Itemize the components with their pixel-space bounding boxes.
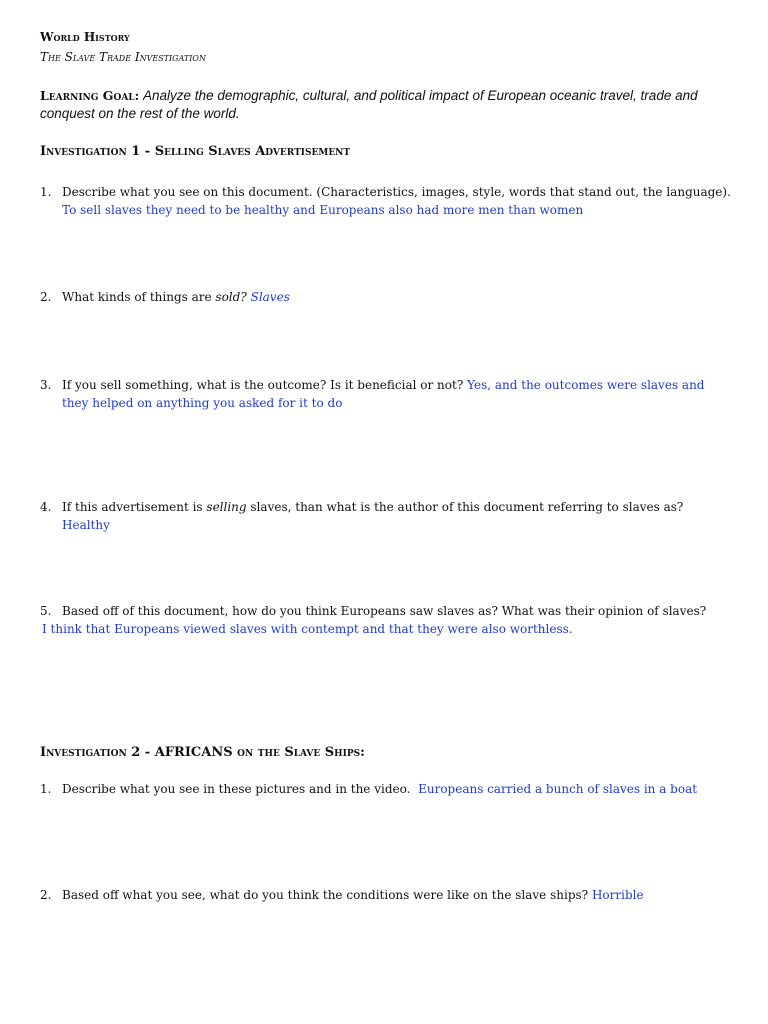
question-text: Describe what you see in these pictures and in the video. bbox=[62, 782, 411, 796]
answer-text: Healthy bbox=[62, 518, 110, 532]
question-number: 3. bbox=[40, 378, 52, 392]
learning-goal-text: Analyze the demographic, cultural, and political impact of European oceanic travel, trade and conquest on the rest of the world. bbox=[40, 88, 698, 121]
course-title: World History bbox=[40, 30, 130, 44]
question-text: If you sell something, what is the outcome? Is it beneficial or not? bbox=[62, 378, 464, 392]
question-text-continued: slaves, than what is the author of this document referring to slaves as? bbox=[250, 500, 684, 514]
question-text: Describe what you see on this document. (Characteristics, images, style, words that stand out, the language). bbox=[62, 185, 731, 199]
question-number: 4. bbox=[40, 500, 52, 514]
learning-goal bbox=[40, 87, 740, 123]
question-text: If this advertisement is bbox=[62, 500, 203, 514]
question-number: 1. bbox=[40, 185, 52, 199]
answer-text: Europeans carried a bunch of slaves in a boat bbox=[418, 782, 698, 796]
answer-text: I think that Europeans viewed slaves with contempt and that they were also worthless. bbox=[42, 622, 573, 636]
unit-title: The Slave Trade Investigation bbox=[40, 50, 206, 64]
question-text: What kinds of things are bbox=[62, 290, 212, 304]
question-emphasis: selling bbox=[206, 500, 247, 514]
answer-text: Slaves bbox=[250, 290, 290, 304]
answer-text: Yes, and the outcomes were slaves and they helped on anything you asked for it to do bbox=[62, 378, 705, 410]
learning-goal-label: Learning Goal: bbox=[40, 88, 140, 103]
question-number: 5. bbox=[40, 604, 52, 618]
question-number: 2. bbox=[40, 290, 52, 304]
question-text: Based off of this document, how do you think Europeans saw slaves as? What was their opinion of slaves? bbox=[62, 604, 707, 618]
question-emphasis: sold? bbox=[215, 290, 247, 304]
question-text: Based off what you see, what do you think the conditions were like on the slave ships? bbox=[62, 888, 589, 902]
investigation-1-heading: Investigation 1 - Selling Slaves Advertisement bbox=[40, 144, 351, 159]
question-number: 2. bbox=[40, 888, 52, 902]
investigation-2-heading: Investigation 2 - AFRICANS on the Slave Ships: bbox=[40, 745, 365, 760]
answer-text: To sell slaves they need to be healthy and Europeans also had more men than women bbox=[62, 203, 584, 217]
question-number: 1. bbox=[40, 782, 52, 796]
answer-text: Horrible bbox=[591, 888, 644, 902]
